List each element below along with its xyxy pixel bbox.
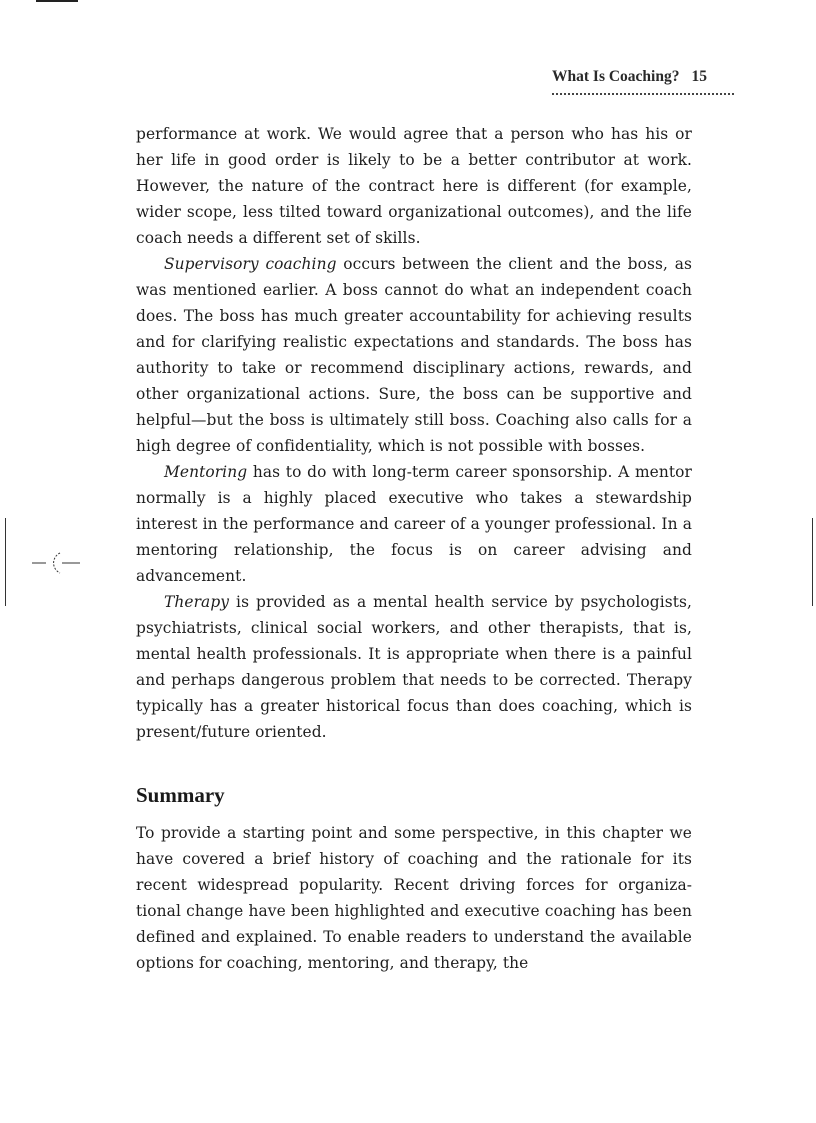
paragraph-supervisory-coaching — [136, 251, 692, 459]
term-therapy: Therapy — [164, 593, 230, 611]
right-crop-mark — [812, 518, 813, 606]
paragraph-4-text: is provided as a mental health service by psychologists, psychiatrists, clinical social workers, and other therapists, that is, mental health professionals. It is appropriate when there is a painful and perhaps dangerous problem that needs to be corrected. Therapy typically has a greater historical focus than does coaching, which is present/future oriented. — [136, 593, 692, 741]
body-text — [136, 121, 692, 976]
left-crop-mark — [5, 518, 6, 606]
paragraph-2-text: occurs between the client and the boss, as was mentioned earlier. A boss cannot do what an independent coach does. The boss has much greater accountability for achieving results and for clarifying realistic expectations and standards. The boss has authority to take or recommend disciplinary actions, rewards, and other organizational actions. Sure, the boss can be supportive and helpful—but the boss is ultimately still boss. Coaching also calls for a high degree of confidentiality, which is not possible with bosses. — [136, 255, 692, 455]
running-head — [552, 68, 736, 95]
dotted-rule — [552, 93, 734, 95]
term-supervisory-coaching: Supervisory coaching — [164, 255, 337, 273]
page-number: 15 — [691, 68, 707, 85]
paragraph-therapy — [136, 589, 692, 745]
term-mentoring: Mentoring — [164, 463, 248, 481]
paragraph-1 — [136, 121, 692, 251]
paragraph-mentoring — [136, 459, 692, 589]
top-crop-rule — [36, 0, 78, 2]
summary-paragraph: To provide a starting point and some perspective, in this chapter we have covered a brief history of coaching and the rationale for its recent widespread popularity. Recent driving forces for organizational change have been highlighted and executive coaching has been defined and explained. To enable readers to understand the available options for coaching, mentoring, and therapy, the — [136, 824, 692, 972]
registration-mark-icon — [32, 548, 82, 578]
paragraph-3-text: has to do with long-term career sponsorship. A mentor normally is a highly placed executive who takes a stewardship interest in the performance and career of a younger professional. In a mentoring relationship, the focus is on career advising and advancement. — [136, 463, 692, 585]
section-heading-summary: Summary — [136, 783, 225, 807]
paragraph-1-text: performance at work. We would agree that a person who has his or her life in good order is likely to be a better contributor at work. However, the nature of the contract here is different (for example, wider scope, less tilted toward organizational outcomes), and the life coach needs a different set of skills. — [136, 125, 692, 247]
chapter-title: What Is Coaching? — [552, 68, 680, 85]
